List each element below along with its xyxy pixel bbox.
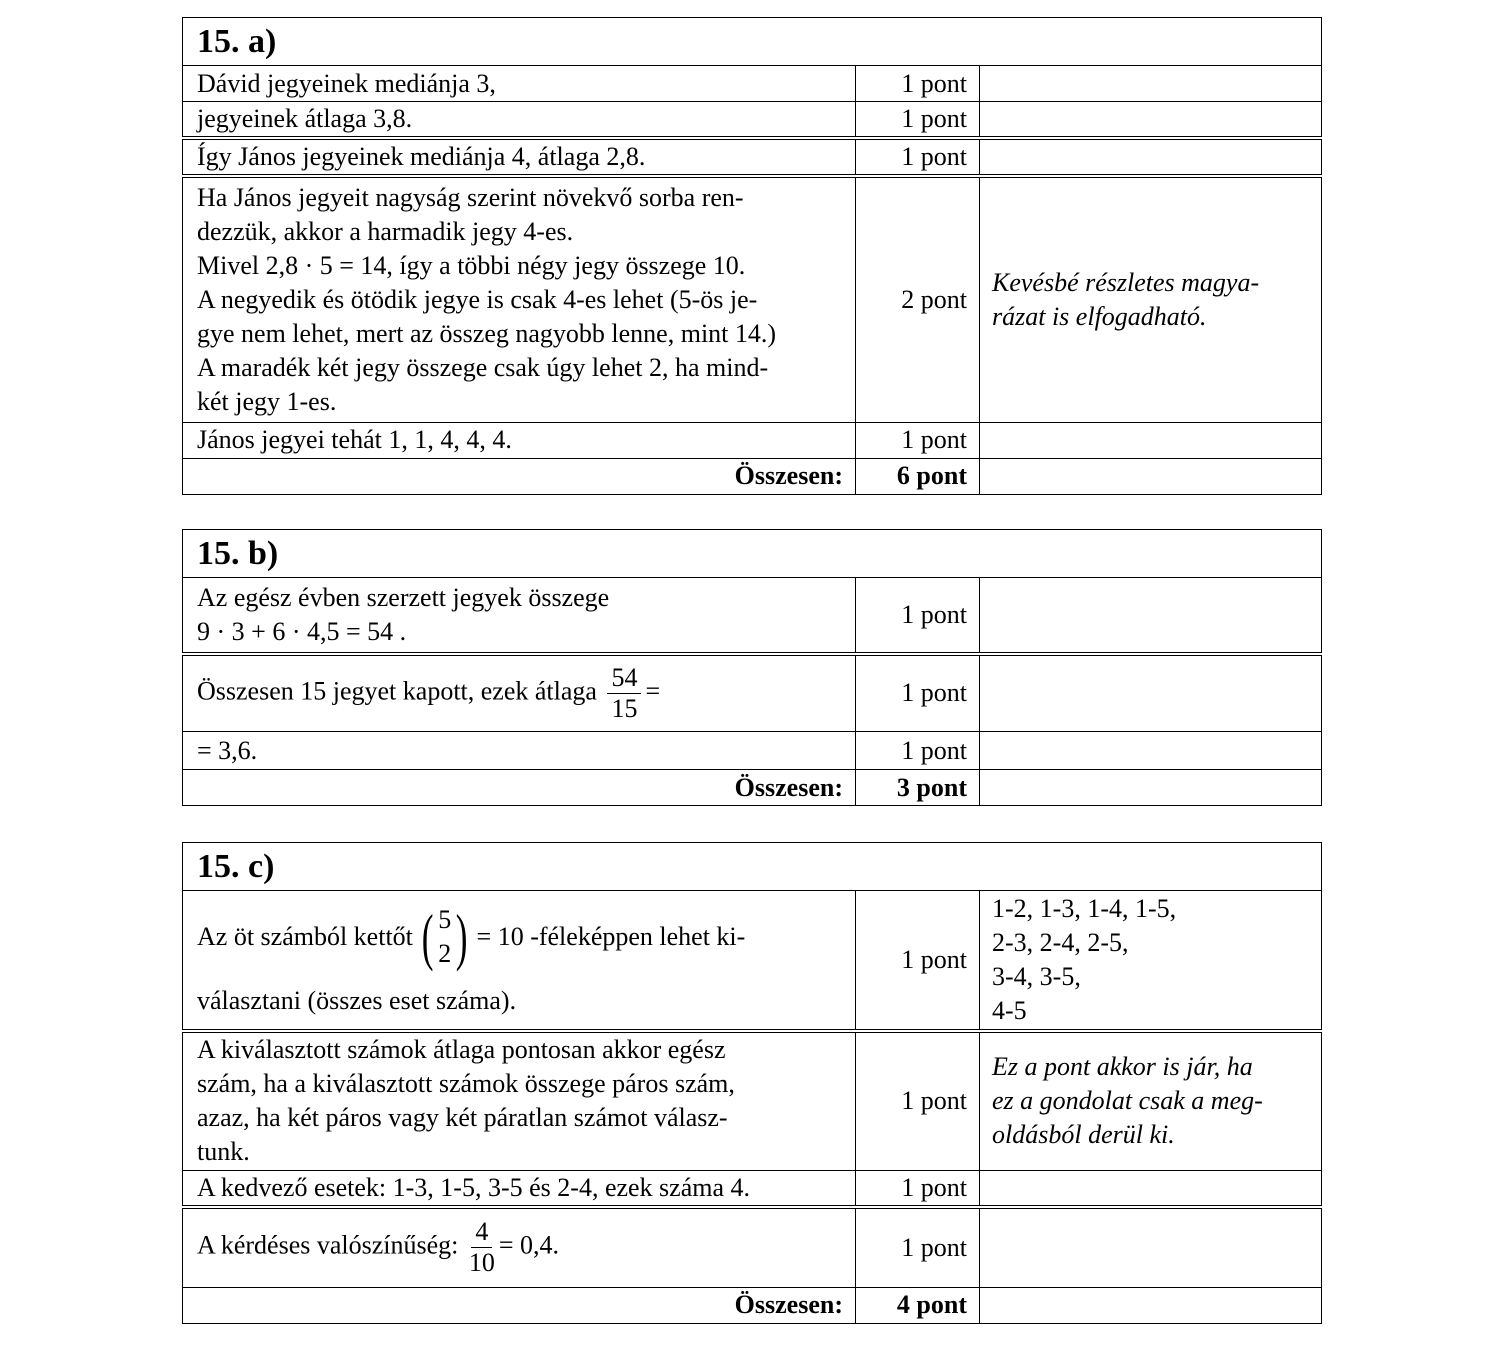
- note-line: 2-3, 2-4, 2-5,: [992, 927, 1129, 957]
- points: 2 pont: [856, 176, 980, 422]
- note: [980, 66, 1322, 102]
- table-row: [183, 176, 1322, 422]
- left-paren: (: [421, 900, 434, 972]
- table-row: [183, 891, 1322, 1031]
- note-line: ez a gondolat csak a meg-: [992, 1086, 1263, 1116]
- text: Az öt számból kettőt: [197, 921, 413, 951]
- table-15a: [182, 17, 1322, 495]
- note-line: 4-5: [992, 995, 1027, 1025]
- note: [980, 891, 1322, 1031]
- text-line: szám, ha a kiválasztott számok összege páros szám,: [197, 1069, 735, 1099]
- points: 1 pont: [856, 102, 980, 139]
- solution-text: [183, 654, 856, 732]
- text: = 10 -féleképpen lehet ki-: [476, 921, 746, 951]
- binomial: [417, 900, 473, 972]
- text: Összesen 15 jegyet kapott, ezek átlaga: [197, 676, 597, 706]
- numerator: 4: [471, 1217, 492, 1248]
- text-line: A maradék két jegy összege csak úgy lehet 2, ha mind-: [197, 352, 769, 382]
- solution-text: = 3,6.: [183, 732, 856, 770]
- table-row: [183, 1031, 1322, 1171]
- note: [980, 770, 1322, 806]
- table-row: [183, 1171, 1322, 1208]
- equals-sign: =: [645, 676, 661, 706]
- table-row: [183, 578, 1322, 654]
- text-line: Mivel 2,8 · 5 = 14, így a többi négy jegy összege 10.: [197, 250, 746, 280]
- total-points: 6 pont: [856, 458, 980, 494]
- note-line: Ez a pont akkor is jár, ha: [992, 1052, 1253, 1082]
- total-label: Összesen:: [183, 458, 856, 494]
- table-row: [183, 138, 1322, 176]
- note: [980, 654, 1322, 732]
- note: [980, 458, 1322, 494]
- note-line: 3-4, 3-5,: [992, 961, 1081, 991]
- formula: 9 · 3 + 6 · 4,5 = 54 .: [197, 616, 407, 646]
- text-line: azaz, ha két páros vagy két páratlan számot válasz-: [197, 1103, 728, 1133]
- note: [980, 102, 1322, 139]
- solution-text: A kedvező esetek: 1-3, 1-5, 3-5 és 2-4, ezek száma 4.: [183, 1171, 856, 1208]
- table-row: [183, 66, 1322, 102]
- table-row: [183, 732, 1322, 770]
- text-line: gye nem lehet, mert az összeg nagyobb lenne, mint 14.): [197, 318, 777, 348]
- note: [980, 578, 1322, 654]
- total-row: [183, 770, 1322, 806]
- binom-top: 5: [438, 904, 452, 934]
- right-paren: ): [456, 900, 468, 972]
- points: 1 pont: [856, 732, 980, 770]
- solution-text: [183, 891, 856, 1031]
- text-line: két jegy 1-es.: [197, 386, 337, 416]
- section-title: 15. b): [183, 530, 1322, 578]
- note: [980, 1207, 1322, 1287]
- text: A kérdéses valószínűség:: [197, 1230, 459, 1260]
- points: 1 pont: [856, 1031, 980, 1171]
- note-line: rázat is elfogadható.: [992, 301, 1207, 331]
- note: [980, 1287, 1322, 1323]
- table-row: [183, 102, 1322, 139]
- total-row: [183, 458, 1322, 494]
- table-row: [183, 1207, 1322, 1287]
- table-15b: [182, 529, 1322, 806]
- solution-text: János jegyei tehát 1, 1, 4, 4, 4.: [183, 422, 856, 458]
- note-line: oldásból derül ki.: [992, 1120, 1175, 1150]
- points: 1 pont: [856, 1207, 980, 1287]
- binom-bottom: 2: [438, 938, 452, 968]
- solution-text: [183, 1207, 856, 1287]
- table-15c: [182, 842, 1322, 1324]
- points: 1 pont: [856, 1171, 980, 1208]
- note: [980, 138, 1322, 176]
- solution-text: jegyeinek átlaga 3,8.: [183, 102, 856, 139]
- points: 1 pont: [856, 578, 980, 654]
- total-row: [183, 1287, 1322, 1323]
- fraction: [607, 663, 641, 724]
- denominator: 15: [611, 693, 638, 723]
- solution-text: [183, 1031, 856, 1171]
- text-line: A negyedik és ötödik jegye is csak 4-es lehet (5-ös je-: [197, 284, 758, 314]
- text-line: Az egész évben szerzett jegyek összege: [197, 582, 610, 612]
- text-line: dezzük, akkor a harmadik jegy 4-es.: [197, 216, 574, 246]
- section-title: 15. c): [183, 843, 1322, 891]
- numerator: 54: [607, 663, 641, 694]
- text-line: A kiválasztott számok átlaga pontosan akkor egész: [197, 1035, 726, 1065]
- note-line: 1-2, 1-3, 1-4, 1-5,: [992, 893, 1177, 923]
- section-title: 15. a): [183, 18, 1322, 66]
- table-row: [183, 654, 1322, 732]
- note-line: Kevésbé részletes magya-: [992, 267, 1260, 297]
- note: [980, 176, 1322, 422]
- total-points: 4 pont: [856, 1287, 980, 1323]
- total-points: 3 pont: [856, 770, 980, 806]
- solution-text: [183, 578, 856, 654]
- note: [980, 732, 1322, 770]
- fraction: [469, 1217, 495, 1278]
- points: 1 pont: [856, 422, 980, 458]
- text: = 0,4.: [498, 1230, 560, 1260]
- solution-text: Dávid jegyeinek mediánja 3,: [183, 66, 856, 102]
- text-line: Ha János jegyeit nagyság szerint növekvő sorba ren-: [197, 182, 744, 212]
- points: 1 pont: [856, 654, 980, 732]
- total-label: Összesen:: [183, 1287, 856, 1323]
- note: [980, 1171, 1322, 1208]
- denominator: 10: [468, 1248, 495, 1278]
- solution-text: Így János jegyeinek mediánja 4, átlaga 2,8.: [183, 138, 856, 176]
- note: [980, 1031, 1322, 1171]
- points: 1 pont: [856, 66, 980, 102]
- total-label: Összesen:: [183, 770, 856, 806]
- text-line: választani (összes eset száma).: [197, 985, 517, 1015]
- note: [980, 422, 1322, 458]
- text-line: tunk.: [197, 1137, 250, 1167]
- points: 1 pont: [856, 138, 980, 176]
- table-row: [183, 422, 1322, 458]
- points: 1 pont: [856, 891, 980, 1031]
- solution-text: [183, 176, 856, 422]
